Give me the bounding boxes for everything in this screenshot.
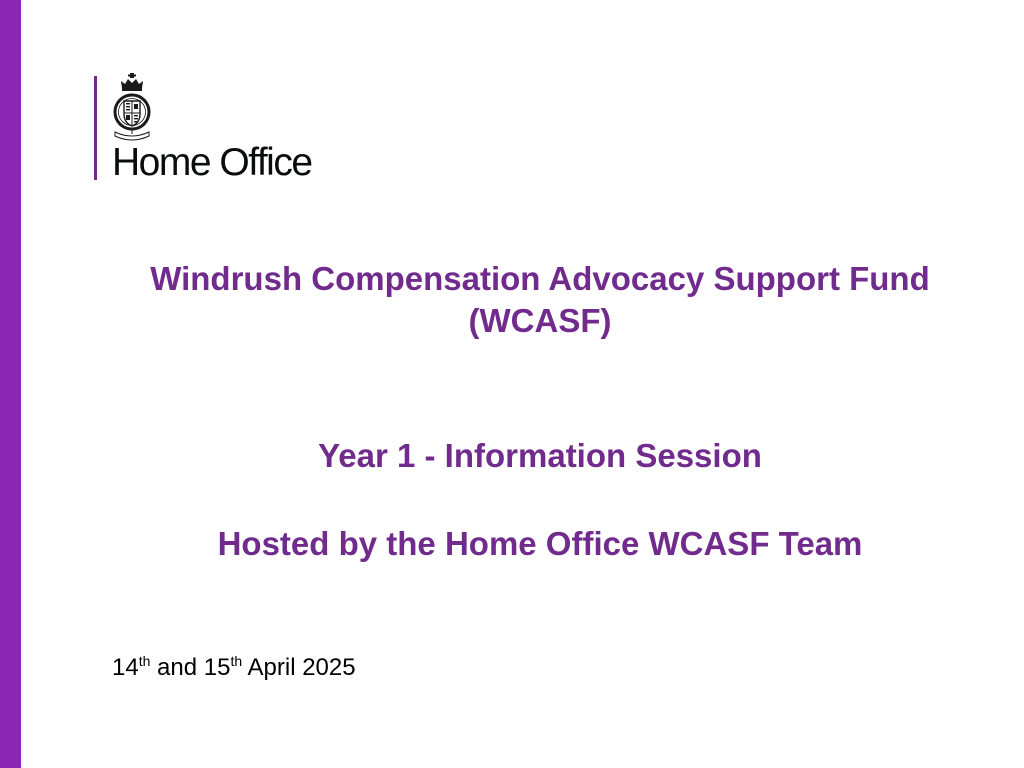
- slide-title: [60, 258, 1020, 342]
- host-subtitle: Hosted by the Home Office WCASF Team: [217, 525, 863, 562]
- date-day-1: 14: [112, 654, 139, 681]
- logo-divider: [94, 76, 97, 180]
- date-connector: and: [150, 654, 204, 681]
- accent-bar: [0, 0, 21, 768]
- title-line-2: (WCASF): [468, 302, 612, 339]
- date-day-2-suffix: th: [230, 653, 243, 669]
- date-month-year: April 2025: [242, 654, 356, 681]
- session-date: [112, 652, 356, 684]
- session-subtitle: Year 1 - Information Session: [318, 437, 762, 474]
- royal-coat-of-arms-icon: [109, 72, 155, 142]
- home-office-logo: [94, 72, 354, 184]
- title-line-1: Windrush Compensation Advocacy Support Fund: [150, 260, 930, 297]
- date-day-2: 15: [203, 654, 231, 681]
- organisation-name: Home Office: [112, 141, 312, 184]
- date-day-1-suffix: th: [138, 653, 151, 669]
